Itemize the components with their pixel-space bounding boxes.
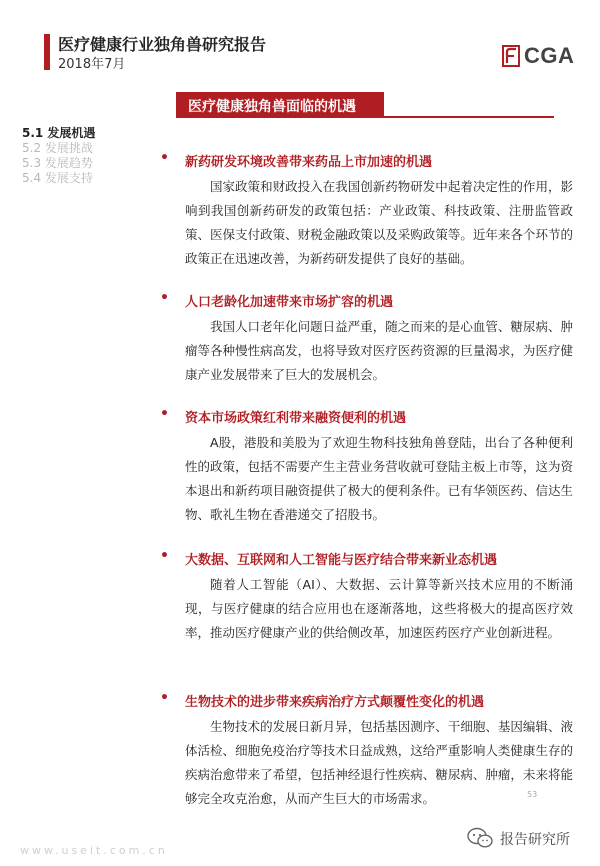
opportunity-block [160,150,585,271]
opportunity-title: 新药研发环境改善带来药品上市加速的机遇 [185,155,433,170]
opportunity-block [160,290,585,387]
toc-item-development-challenges[interactable]: 5.2 发展挑战 [22,141,93,155]
bullet-icon: • [160,150,169,166]
wechat-account-badge[interactable] [466,826,596,850]
opportunity-block [160,690,585,811]
cga-logo [500,42,580,70]
logo-text: CGA [524,43,575,68]
banner-underline [384,116,554,118]
wechat-icon [466,826,494,850]
opportunity-body: 生物技术的发展日新月异，包括基因测序、干细胞、基因编辑、液体活检、细胞免疫治疗等技术日益成熟，这给严重影响人类健康生存的疾病治愈带来了希望，包括神经退行性疾病、糖尿病、肿瘤，未来将能够完全攻克治愈，从而产生巨大的市场需求。 [185,719,573,806]
opportunity-body: 随着人工智能（AI）、大数据、云计算等新兴技术应用的不断涌现，与医疗健康的结合应用也在逐渐落地，这些将极大的提高医疗效率，推动医疗健康产业的供给侧改革，加速医药医疗产业创新进程。 [185,577,573,640]
report-title: 医疗健康行业独角兽研究报告 [58,35,267,54]
cga-logo-icon [500,42,522,70]
toc-item-development-opportunities[interactable]: 5.1 发展机遇 [22,126,96,140]
watermark-url: www.useit.com.cn [20,844,168,857]
section-banner [176,92,384,118]
opportunity-body: 我国人口老年化问题日益严重，随之而来的是心血管、糖尿病、肿瘤等各种慢性病高发，也将导致对医疗医药资源的巨量渴求，为医疗健康产业发展带来了巨大的发展机会。 [185,319,573,382]
opportunity-block [160,406,585,527]
report-date: 2018年7月 [58,57,126,72]
opportunity-title: 生物技术的进步带来疾病治疗方式颠覆性变化的机遇 [185,695,485,710]
header-accent-bar [44,34,50,70]
opportunity-title: 人口老龄化加速带来市场扩容的机遇 [185,295,394,310]
opportunity-body: 国家政策和财政投入在我国创新药物研发中起着决定性的作用，影响到我国创新药研发的政策包括：产业政策、科技政策、注册监管政策、医保支付政策、财税金融政策以及采购政策等。近年来各个环节的政策正在迅速改善，为新药研发提供了良好的基础。 [185,179,573,266]
opportunity-title: 资本市场政策红利带来融资便利的机遇 [185,411,407,426]
page-header [0,0,600,80]
toc-item-development-support[interactable]: 5.4 发展支持 [22,171,93,185]
opportunity-title: 大数据、互联网和人工智能与医疗结合带来新业态机遇 [185,553,498,568]
toc-item-development-trends[interactable]: 5.3 发展趋势 [22,156,93,170]
wechat-account-name: 报告研究所 [500,832,570,848]
bullet-icon: • [160,690,169,706]
page-number: 53 [527,790,538,799]
bullet-icon: • [160,406,169,422]
bullet-icon: • [160,548,169,564]
bullet-icon: • [160,290,169,306]
section-banner-title: 医疗健康独角兽面临的机遇 [188,99,356,115]
opportunity-body: A股，港股和美股为了欢迎生物科技独角兽登陆，出台了各种便利性的政策，包括不需要产生主营业务营收就可登陆主板上市等，这为资本退出和新药项目融资提供了极大的便利条件。已有华领医药、信达生物、歌礼生物在香港递交了招股书。 [185,435,573,522]
table-of-contents [22,126,132,186]
opportunity-block [160,548,585,645]
